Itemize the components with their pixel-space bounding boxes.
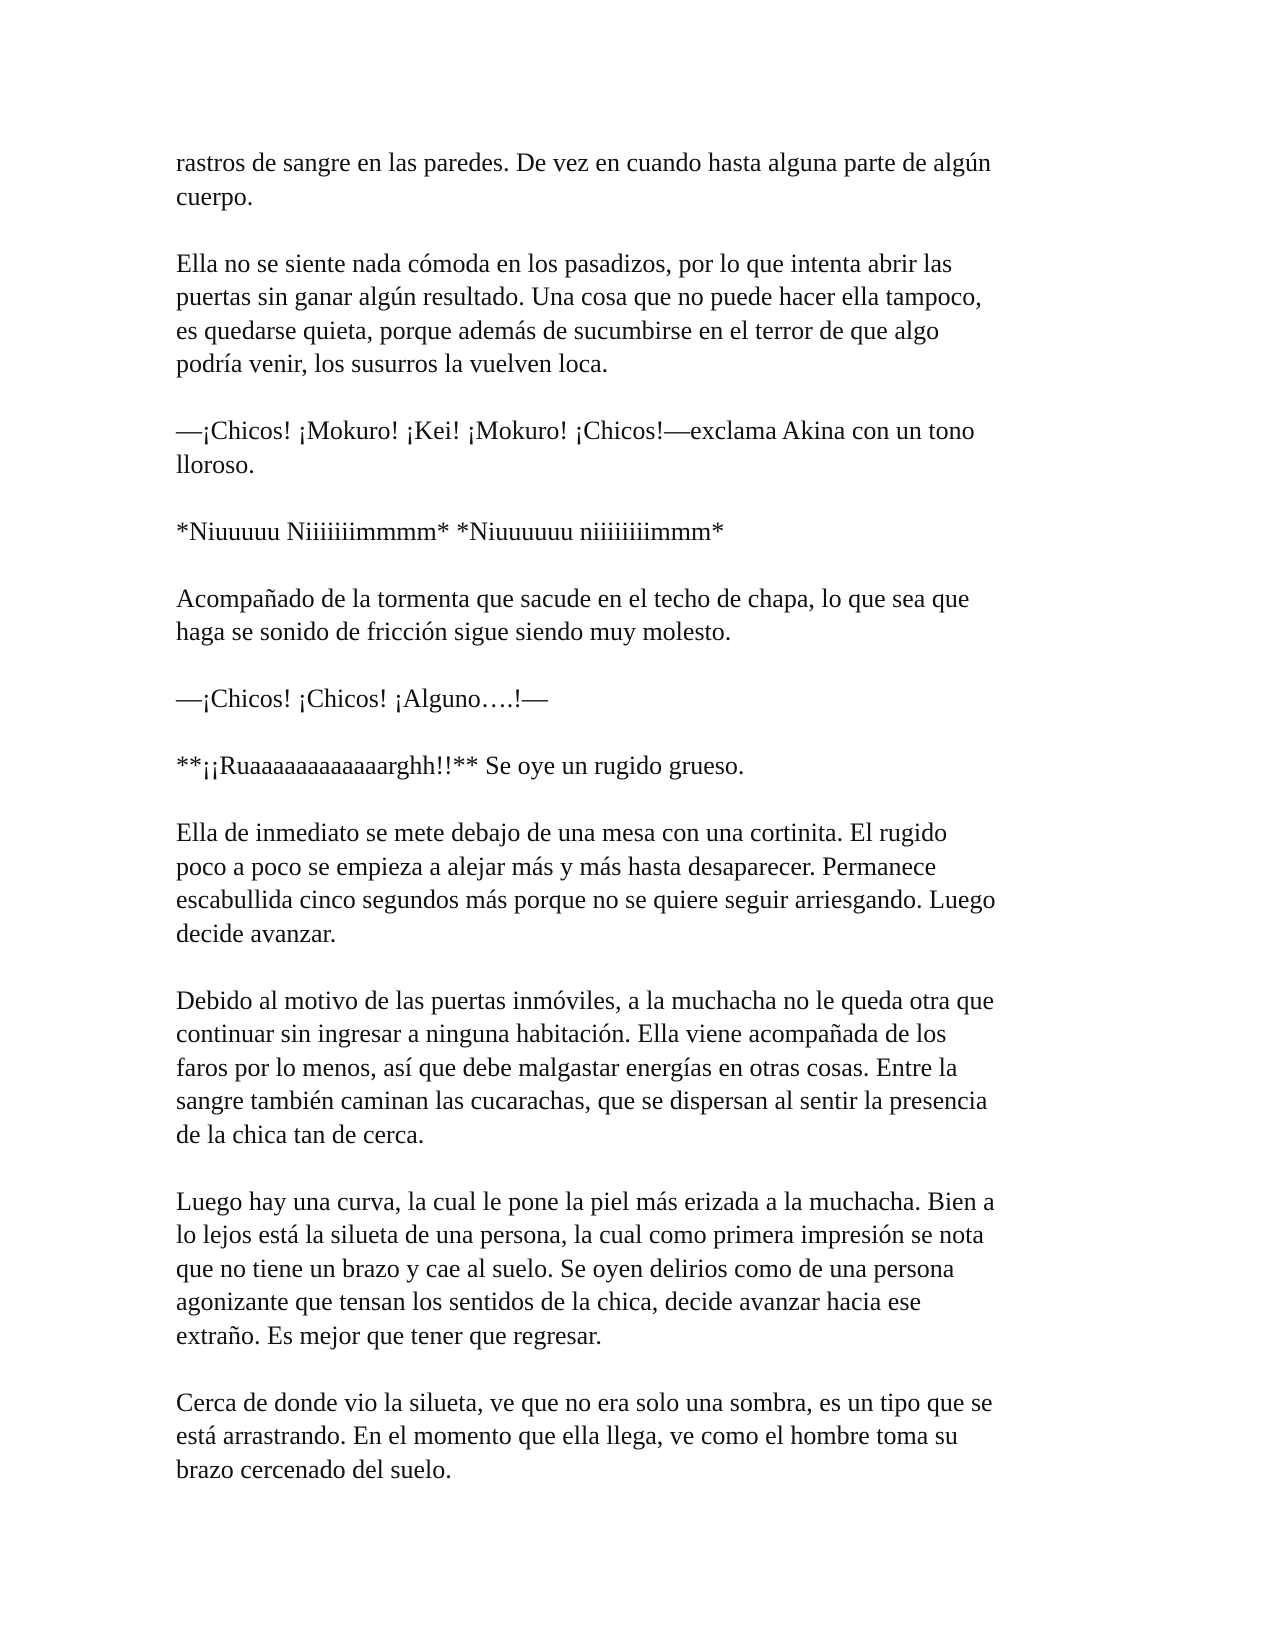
paragraph: Acompañado de la tormenta que sacude en el techo de chapa, lo que sea que haga se sonido de fricción sigue siendo muy molesto.	[176, 583, 970, 646]
paragraph: Ella de inmediato se mete debajo de una mesa con una cortinita. El rugido poco a poco se empieza a alejar más y más hasta desaparecer. Permanece escabullida cinco segundos más porque no se quiere seguir arriesgando. Luego decide avanzar.	[176, 818, 996, 948]
sound-effect-paragraph: *Niuuuuu Niiiiiiimmmm* *Niuuuuuu niiiiiiiimmm*	[176, 516, 725, 546]
paragraph: Debido al motivo de las puertas inmóviles, a la muchacha no le queda otra que continuar sin ingresar a ninguna habitación. Ella viene acompañada de los faros por lo menos, así que debe malgastar energías en otras cosas. Entre la sangre también caminan las cucarachas, que se dispersan al sentir la presencia de la chica tan de cerca.	[176, 985, 995, 1149]
paragraph: Cerca de donde vio la silueta, ve que no era solo una sombra, es un tipo que se está arrastrando. En el momento que ella llega, ve como el hombre toma su brazo cercenado del suelo.	[176, 1387, 993, 1484]
paragraph: rastros de sangre en las paredes. De vez en cuando hasta alguna parte de algún cuerpo.	[176, 148, 992, 211]
dialogue-paragraph: —¡Chicos! ¡Mokuro! ¡Kei! ¡Mokuro! ¡Chicos!—exclama Akina con un tono lloroso.	[176, 416, 975, 479]
sound-effect-paragraph: **¡¡Ruaaaaaaaaaaaarghh!!** Se oye un rugido grueso.	[176, 751, 745, 780]
dialogue-paragraph: —¡Chicos! ¡Chicos! ¡Alguno….!—	[176, 684, 548, 713]
document-page	[176, 146, 1106, 1520]
paragraph: Luego hay una curva, la cual le pone la piel más erizada a la muchacha. Bien a lo lejos está la silueta de una persona, la cual como primera impresión se nota que no tiene un brazo y cae al suelo. Se oyen delirios como de una persona agonizante que tensan los sentidos de la chica, decide avanzar hacia ese extraño. Es mejor que tener que regresar.	[176, 1186, 995, 1350]
paragraph: Ella no se siente nada cómoda en los pasadizos, por lo que intenta abrir las puertas sin ganar algún resultado. Una cosa que no puede hacer ella tampoco, es quedarse quieta, porque además de sucumbirse en el terror de que algo podría venir, los susurros la vuelven loca.	[176, 248, 982, 378]
